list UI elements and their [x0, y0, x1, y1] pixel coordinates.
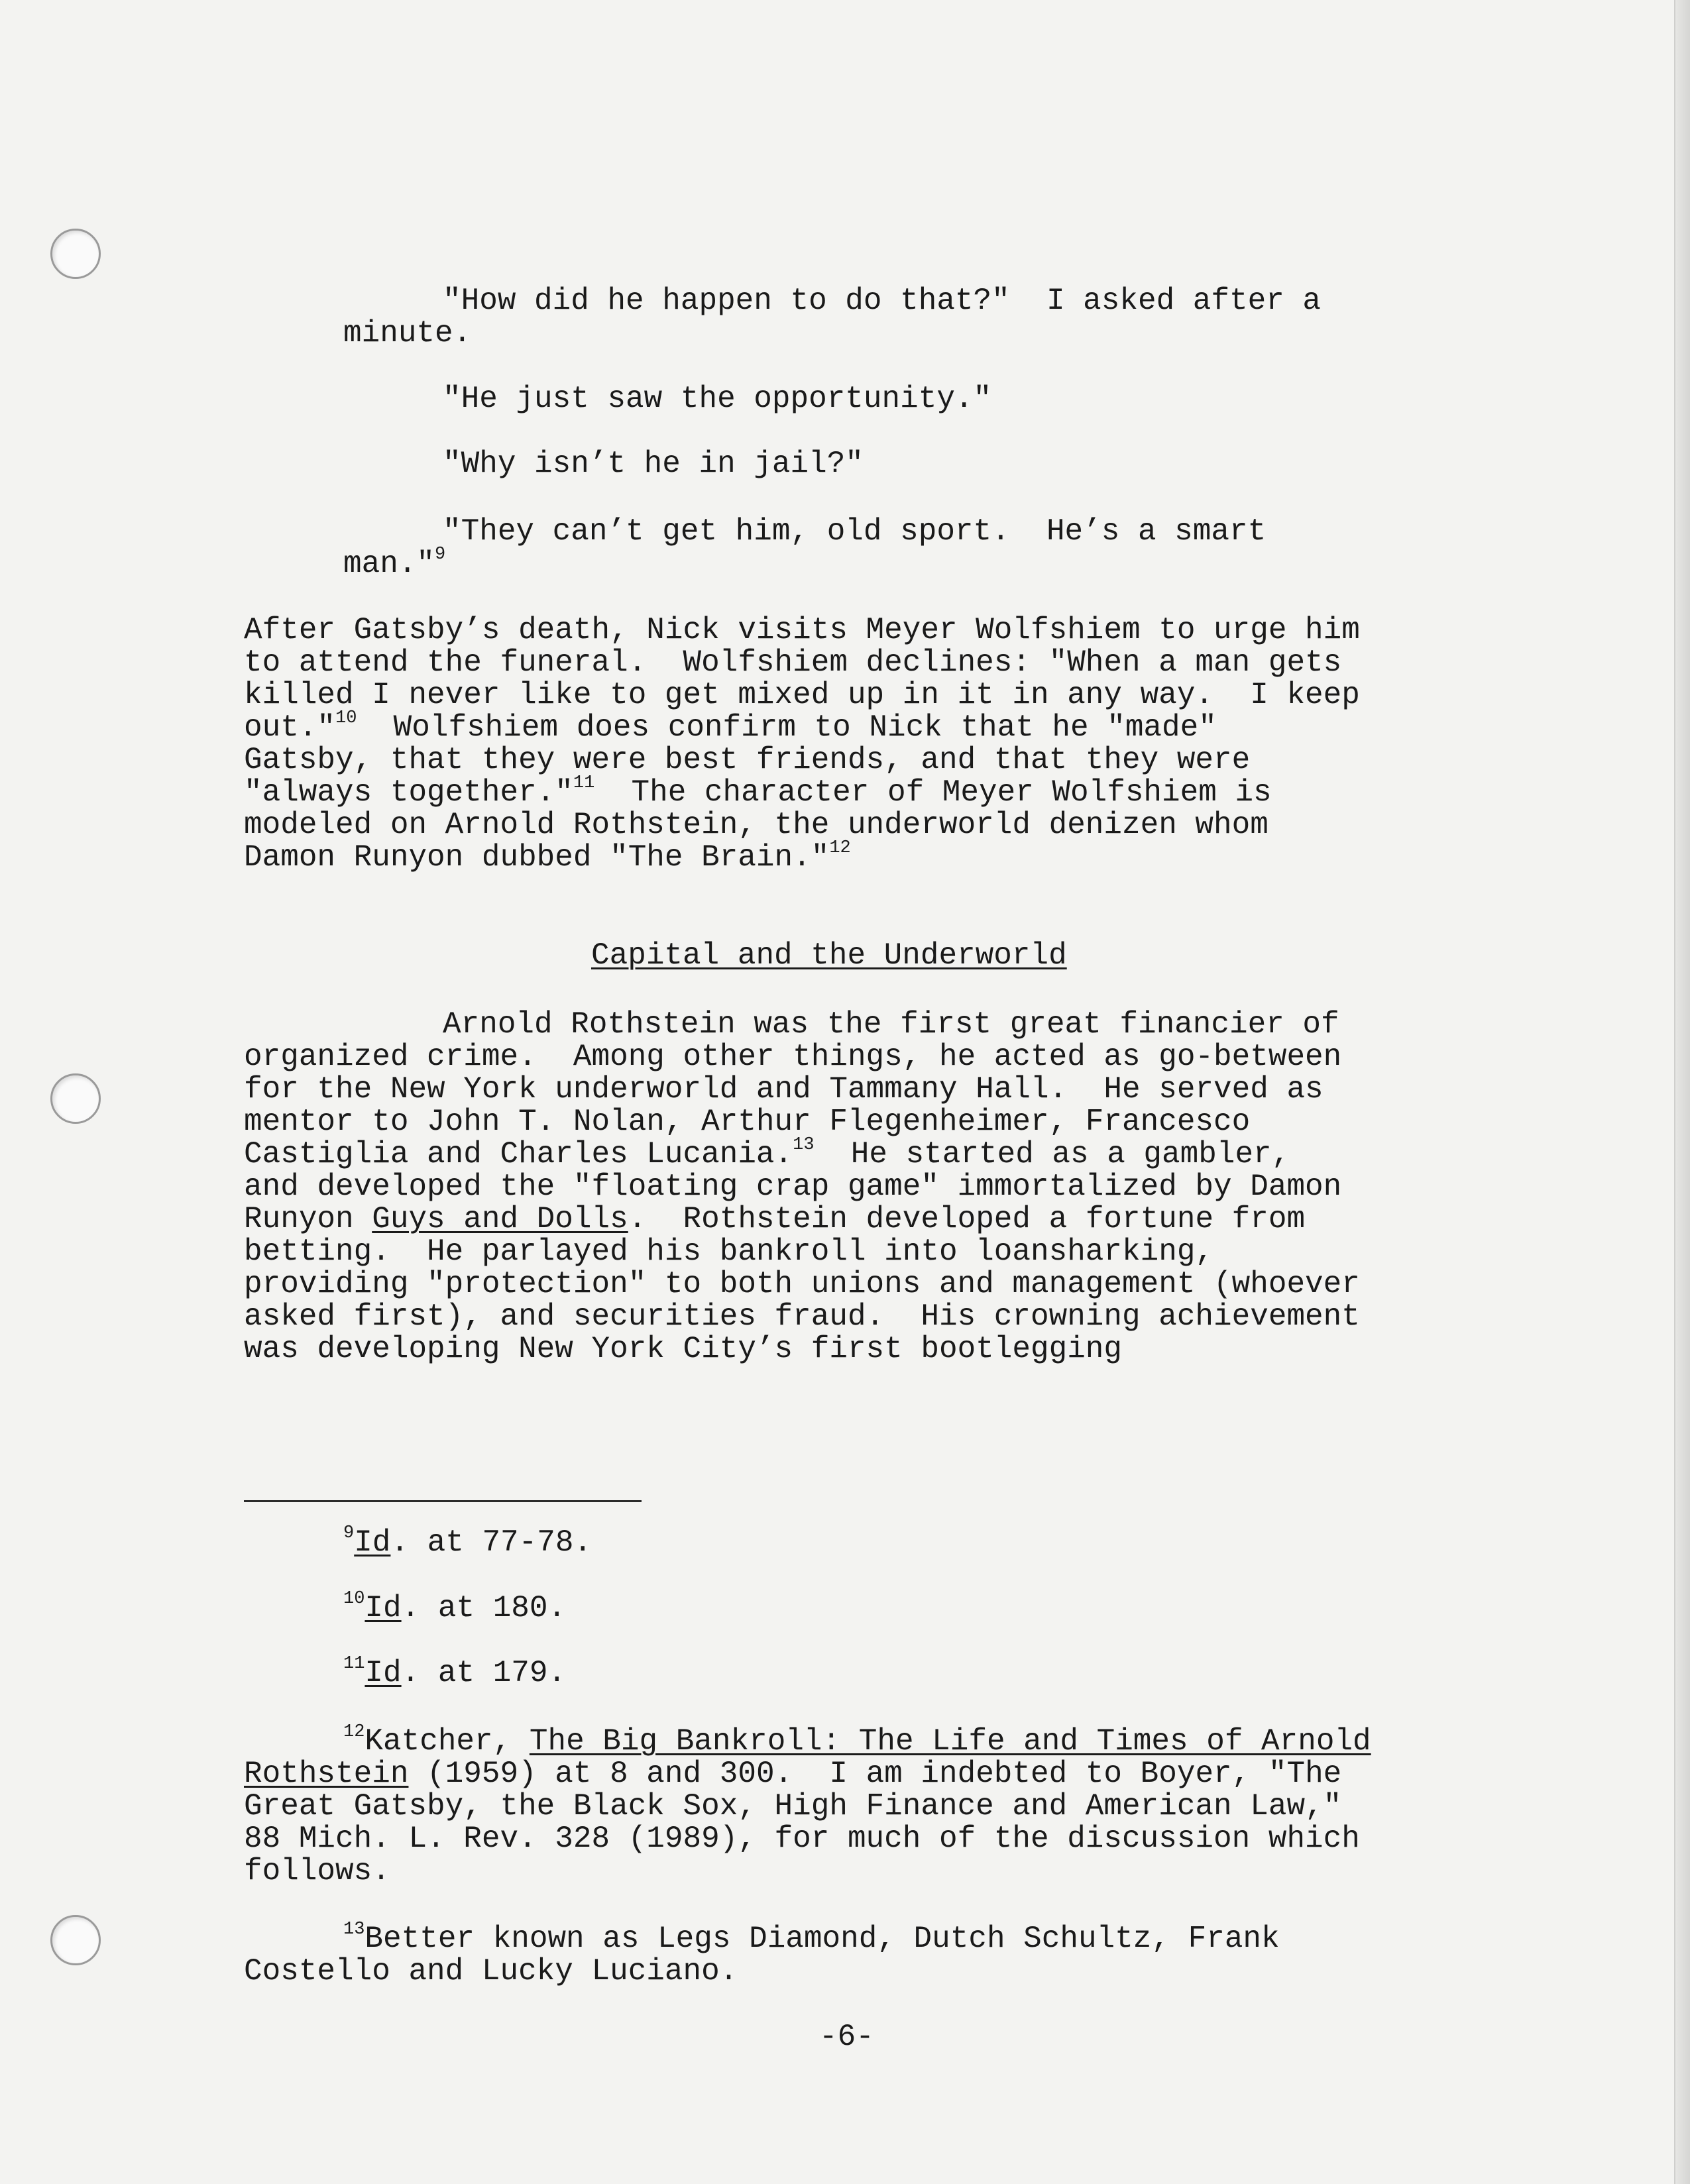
quote-line: "How did he happen to do that?" I asked after a: [443, 284, 1322, 318]
section-heading: Capital and the Underworld: [591, 938, 1067, 973]
footnote-ref: 12: [829, 838, 851, 858]
binder-hole-bottom: [50, 1915, 101, 1965]
page-number: -6-: [819, 2020, 874, 2054]
quote-line: "They can’t get him, old sport. He’s a smart: [443, 514, 1267, 549]
para-text: "always together.": [244, 775, 573, 810]
quote-line: "He just saw the opportunity.": [443, 382, 992, 416]
para-line: [244, 708, 1217, 745]
footnote-line: follows.: [244, 1854, 390, 1888]
footnote-ref: 9: [435, 545, 446, 565]
footnote-11: [343, 1654, 567, 1690]
page-edge: [1674, 0, 1690, 2184]
footnote-number: 10: [343, 1589, 365, 1609]
binder-hole-middle: [50, 1073, 101, 1124]
footnote-id: Id: [365, 1656, 402, 1690]
footnote-text: . at 180.: [401, 1591, 567, 1625]
footnote-text: Katcher,: [365, 1724, 530, 1759]
para-line: After Gatsby’s death, Nick visits Meyer Wolfshiem to urge him: [244, 613, 1360, 647]
para-text: He started as a gambler,: [814, 1137, 1290, 1172]
footnote-ref: 11: [573, 773, 595, 793]
footnote-13: [343, 1920, 1280, 1956]
footnote-12: [343, 1722, 1371, 1759]
para-line: organized crime. Among other things, he acted as go-between: [244, 1040, 1342, 1074]
para-line: killed I never like to get mixed up in it in any way. I keep: [244, 678, 1360, 712]
para-line: providing "protection" to both unions and management (whoever: [244, 1267, 1360, 1301]
para-line: [244, 1203, 1305, 1236]
para-line: mentor to John T. Nolan, Arthur Flegenheimer, Francesco: [244, 1105, 1251, 1139]
para-line: asked first), and securities fraud. His crowning achievement: [244, 1299, 1360, 1334]
para-text: Damon Runyon dubbed "The Brain.": [244, 840, 830, 875]
footnote-line: 88 Mich. L. Rev. 328 (1989), for much of the discussion which: [244, 1822, 1360, 1856]
footnote-id: Id: [354, 1525, 391, 1560]
footnote-ref: 10: [335, 708, 357, 728]
footnote-id: Id: [365, 1591, 402, 1625]
para-line: [244, 773, 1272, 810]
footnote-text: Better known as Legs Diamond, Dutch Schultz, Frank: [365, 1922, 1280, 1956]
para-text: The character of Meyer Wolfshiem is: [594, 775, 1272, 810]
para-line: to attend the funeral. Wolfshiem declines: "When a man gets: [244, 645, 1342, 680]
footnote-number: 11: [343, 1654, 365, 1674]
footnote-line: Costello and Lucky Luciano.: [244, 1954, 738, 1989]
footnote-9: [343, 1523, 592, 1560]
footnote-ref: 13: [793, 1135, 815, 1155]
footnote-number: 9: [343, 1523, 355, 1543]
quote-line: "Why isn’t he in jail?": [443, 447, 864, 481]
para-text: . Rothstein developed a fortune from: [628, 1202, 1306, 1236]
footnote-number: 12: [343, 1722, 365, 1742]
para-text: Runyon: [244, 1202, 372, 1236]
footnote-line: Great Gatsby, the Black Sox, High Finance and American Law,": [244, 1789, 1342, 1824]
para-line: [244, 1135, 1290, 1172]
para-line: betting. He parlayed his bankroll into loansharking,: [244, 1234, 1214, 1269]
para-line: and developed the "floating crap game" immortalized by Damon: [244, 1170, 1342, 1204]
para-text: Wolfshiem does confirm to Nick that he "made": [357, 710, 1217, 745]
para-text: out.": [244, 710, 336, 745]
footnote-text: (1959) at 8 and 300. I am indebted to Boyer, "The: [408, 1757, 1342, 1791]
para-line: modeled on Arnold Rothstein, the underworld denizen whom: [244, 808, 1268, 842]
book-title: Guys and Dolls: [372, 1202, 628, 1236]
footnote-line: [244, 1758, 1341, 1790]
para-line: Arnold Rothstein was the first great financier of: [443, 1007, 1339, 1042]
para-text: Castiglia and Charles Lucania.: [244, 1137, 793, 1172]
quote-text: man.": [343, 547, 435, 581]
quote-line: minute.: [343, 316, 472, 351]
footnote-rule: [244, 1500, 642, 1502]
book-title: Rothstein: [244, 1757, 409, 1791]
para-line: [244, 838, 851, 875]
footnote-text: . at 179.: [401, 1656, 567, 1690]
book-title: The Big Bankroll: The Life and Times of Arnold: [529, 1724, 1371, 1759]
footnote-10: [343, 1589, 567, 1625]
quote-line: [343, 545, 446, 581]
para-line: for the New York underworld and Tammany Hall. He served as: [244, 1072, 1324, 1107]
para-line: was developing New York City’s first bootlegging: [244, 1332, 1123, 1366]
binder-hole-top: [50, 229, 101, 279]
footnote-text: . at 77-78.: [390, 1525, 592, 1560]
footnote-number: 13: [343, 1920, 365, 1939]
para-line: Gatsby, that they were best friends, and that they were: [244, 743, 1251, 777]
